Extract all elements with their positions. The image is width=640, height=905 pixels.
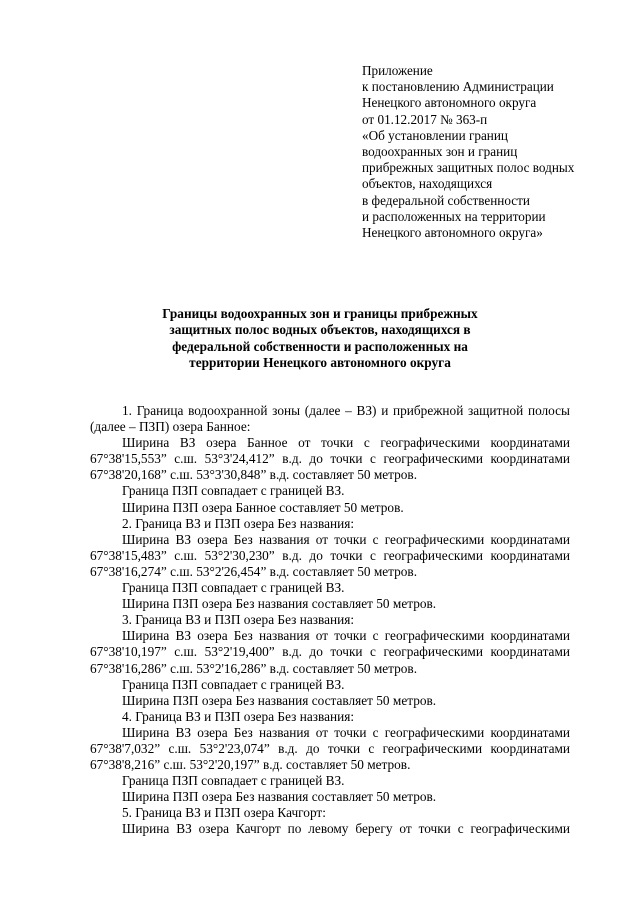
document-body: [90, 403, 570, 838]
document-title: [95, 306, 545, 372]
item2-width-line: Ширина ВЗ озера Без названия от точки с географическими координатами: [122, 531, 570, 547]
appendix-line: объектов, находящихся: [362, 176, 493, 192]
item1-width-line: 67°38'20,168” с.ш. 53°3'30,848” в.д. составляет 50 метров.: [90, 467, 418, 483]
appendix-line: от 01.12.2017 № 363-п: [362, 111, 488, 127]
item5-width-line: Ширина ВЗ озера Качгорт по левому берегу от точки с географическими: [122, 821, 570, 837]
appendix-line: к постановлению Администрации: [362, 79, 554, 95]
appendix-line: Ненецкого автономного округа»: [362, 225, 543, 241]
appendix-line: Приложение: [362, 63, 433, 78]
item3-width-line: 67°38'10,197” с.ш. 53°2'19,400” в.д. до точки с географическими координатами: [90, 644, 570, 660]
item2-border: Граница ПЗП совпадает с границей ВЗ.: [122, 580, 345, 596]
item3-pzp-width: Ширина ПЗП озера Без названия составляет 50 метров.: [122, 692, 437, 708]
title-line: Границы водоохранных зон и границы прибрежных: [162, 306, 478, 321]
item1-heading-line: 1. Граница водоохранной зоны (далее – ВЗ) и прибрежной защитной полосы: [122, 403, 570, 418]
item5-heading: 5. Граница ВЗ и ПЗП озера Качгорт:: [122, 805, 326, 821]
title-line: защитных полос водных объектов, находящихся в: [169, 322, 471, 338]
item3-width-line: 67°38'16,286” с.ш. 53°2'16,286” в.д. составляет 50 метров.: [90, 660, 418, 676]
appendix-line: Ненецкого автономного округа: [362, 95, 537, 111]
title-line: территории Ненецкого автономного округа: [189, 355, 451, 371]
item4-width-line: 67°38'8,216” с.ш. 53°2'20,197” в.д. составляет 50 метров.: [90, 757, 411, 773]
appendix-block: [362, 63, 622, 241]
item3-border: Граница ПЗП совпадает с границей ВЗ.: [122, 676, 345, 692]
item1-pzp-width: Ширина ПЗП озера Банное составляет 50 метров.: [122, 499, 404, 515]
item1-border: Граница ПЗП совпадает с границей ВЗ.: [122, 483, 345, 499]
item1-heading-line: (далее – ПЗП) озера Банное:: [90, 419, 251, 435]
item3-width-line: Ширина ВЗ озера Без названия от точки с географическими координатами: [122, 628, 570, 644]
item2-pzp-width: Ширина ПЗП озера Без названия составляет 50 метров.: [122, 596, 437, 612]
item2-width-line: 67°38'16,274” с.ш. 53°2'26,454” в.д. составляет 50 метров.: [90, 563, 418, 579]
item2-width-line: 67°38'15,483” с.ш. 53°2'30,230” в.д. до точки с географическими координатами: [90, 547, 570, 563]
item3-heading: 3. Граница ВЗ и ПЗП озера Без названия:: [122, 612, 355, 628]
appendix-line: и расположенных на территории: [362, 208, 546, 224]
item4-width-line: Ширина ВЗ озера Без названия от точки с географическими координатами: [122, 724, 570, 740]
appendix-line: в федеральной собственности: [362, 192, 530, 208]
item4-border: Граница ПЗП совпадает с границей ВЗ.: [122, 773, 345, 789]
title-line: федеральной собственности и расположенных на: [172, 338, 468, 354]
item1-width-line: 67°38'15,553” с.ш. 53°3'24,412” в.д. до точки с географическими координатами: [90, 451, 570, 467]
item4-width-line: 67°38'7,032” с.ш. 53°2'23,074” в.д. до точки с географическими координатами: [90, 740, 570, 756]
item4-heading: 4. Граница ВЗ и ПЗП озера Без названия:: [122, 708, 355, 724]
appendix-line: прибрежных защитных полос водных: [362, 160, 575, 176]
item2-heading: 2. Граница ВЗ и ПЗП озера Без названия:: [122, 515, 355, 531]
appendix-line: «Об установлении границ: [362, 127, 508, 143]
appendix-line: водоохранных зон и границ: [362, 144, 518, 160]
item4-pzp-width: Ширина ПЗП озера Без названия составляет 50 метров.: [122, 789, 437, 805]
item1-width-line: Ширина ВЗ озера Банное от точки с географическими координатами: [122, 435, 570, 451]
